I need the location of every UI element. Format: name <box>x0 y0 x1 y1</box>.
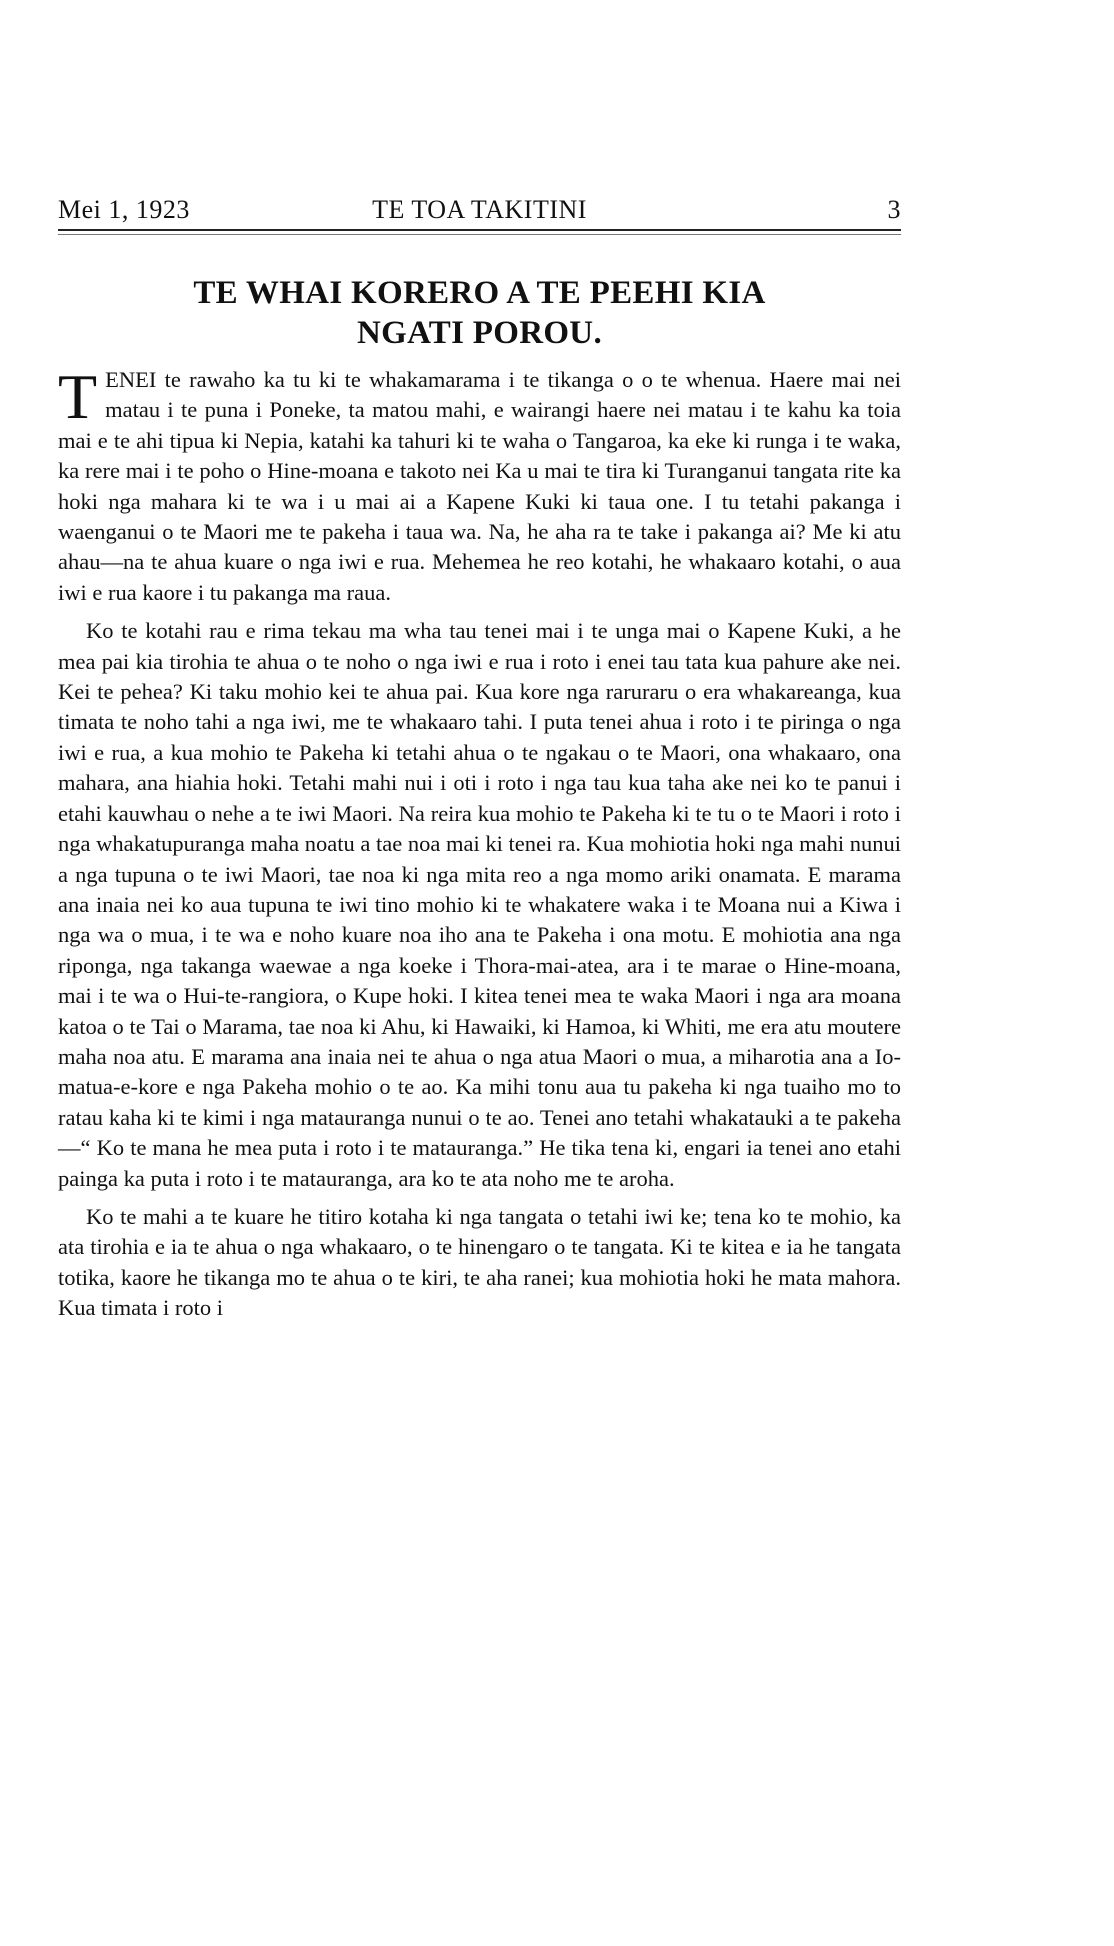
drop-cap: T <box>58 361 98 432</box>
article-title-line-2: NGATI POROU. <box>357 315 602 351</box>
header-date: Mei 1, 1923 <box>58 195 190 224</box>
article-body <box>58 361 901 1324</box>
header-publication-title: TE TOA TAKITINI <box>372 195 587 224</box>
running-header <box>58 195 901 231</box>
paragraph-3: Ko te mahi a te kuare he titiro kotaha ki nga tangata o tetahi iwi ke; tena ko te mohio, ka ata tirohia e ia te ahua o nga whakaaro, o te hinengaro o te tangata. Ki te kitea e ia he tangata totika, kaore he tikanga mo te ahua o te kiri, te aha ranei; kua mohiotia hoki he mata mahora. Kua timata i roto i <box>58 1203 901 1321</box>
paragraph-2: Ko te kotahi rau e rima tekau ma wha tau tenei mai i te unga mai o Kapene Kuki, a he mea pai kia tirohia te ahua o te noho o nga iwi e rua i roto i enei tau tata kua pahure ake nei. Kei te pehea? Ki taku mohio kei te ahua pai. Kua kore nga raruraru o era whakareanga, kua timata te noho tahi a nga iwi, me te whakaaro tahi. I puta tenei ahua i roto i te piringa o nga iwi e rua, a kua mohio te Pakeha ki tetahi ahua o te ngakau o te Maori, ona whakaaro, ona mahara, ana hiahia hoki. Tetahi mahi nui i oti i roto i nga tau kua taha ake nei ko te panui i etahi kauwhau o nehe a te iwi Maori. Na reira kua mohio te Pakeha ki te tu o te Maori i roto i nga whakatupuranga maha noatu a tae noa mai ki tenei ra. Kua mohiotia hoki nga mahi nunui a nga tupuna o te iwi Maori, tae noa ki nga mita reo a nga momo ariki onamata. E marama ana inaia nei ko aua tupuna te iwi tino mohio ki te whakatere waka i te Moana nui a Kiwa i nga wa o mua, i te wa e noho kuare noa iho ana te Pakeha i ona motu. E mohiotia ana nga riponga, nga takanga waewae a nga koeke i Thora-mai-atea, ara i te marae o Hine-moana, mai i te wa o Hui-te-rangiora, o Kupe hoki. I kitea tenei mea te waka Maori i nga ara moana katoa o te Tai o Marama, tae noa ki Ahu, ki Hawaiki, ki Hamoa, ki Whiti, me era atu moutere maha noa atu. E marama ana inaia nei te ahua o nga atua Maori o mua, a miharotia ana a Io-matua-e-kore e nga Pakeha mohio o te ao. Ka mihi tonu aua tu pakeha ki nga tuaiho mo to ratau kaha ki te kimi i nga matauranga nunui o te ao. Tenei ano tetahi whakatauki a te pakeha —“ Ko te mana he mea puta i roto i te matauranga.” He tika tena ki, engari ia tenei ano etahi painga ka puta i roto i te matauranga, ara ko te ata noho me te aroha. <box>58 618 901 1191</box>
header-page-number: 3 <box>887 195 901 224</box>
paragraph-1 <box>58 361 901 608</box>
page <box>58 195 901 1324</box>
article-title-line-1: TE WHAI KORERO A TE PEEHI KIA <box>193 275 766 311</box>
article-title <box>58 273 901 353</box>
header-rule <box>58 234 901 235</box>
paragraph-1-text: ENEI te rawaho ka tu ki te whakamarama i te tikanga o o te whenua. Haere mai nei matau i te puna i Poneke, ta matou mahi, e wairangi haere nei matau i te kahu ka toia mai e te ahi tipua ki Nepia, katahi ka tahuri ki te waha o Tangaroa, ka eke ki runga i te waka, ka rere mai i te poho o Hine-moana e takoto nei Ka u mai te tira ki Turanganui tangata rite ka hoki nga mahara ki te wa i u mai ai a Kapene Kuki ki taua one. I tu tetahi pakanga i waenganui o te Maori me te pakeha i taua wa. Na, he aha ra te take i pakanga ai? Me ki atu ahau—na te ahua kuare o nga iwi e rua. Mehemea he reo kotahi, he whakaaro kotahi, o aua iwi e rua kaore i tu pakanga ma raua. <box>58 367 901 605</box>
